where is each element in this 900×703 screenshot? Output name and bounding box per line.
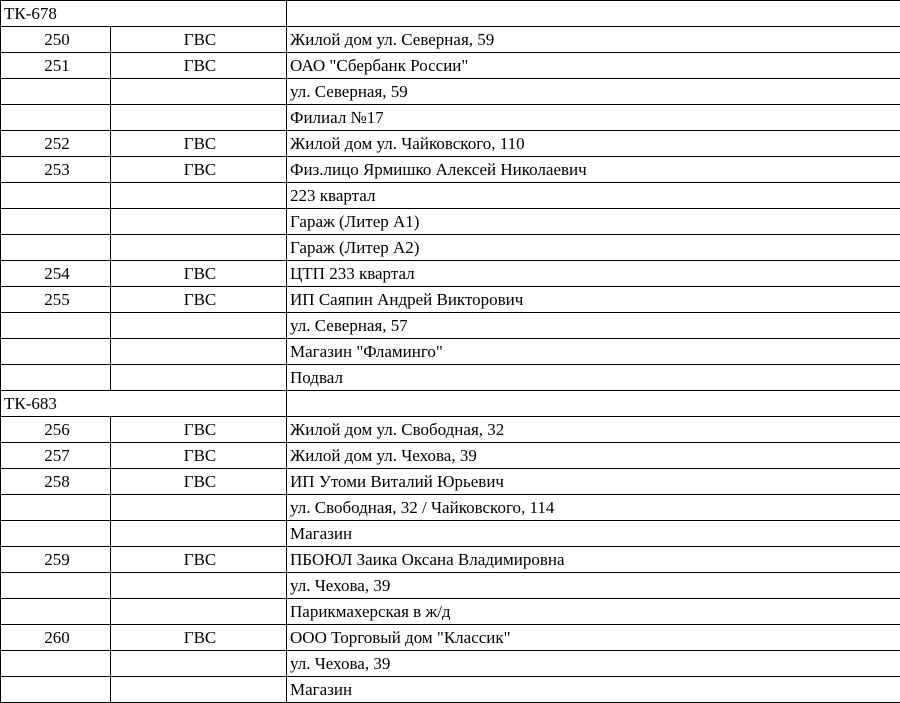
row-number: [1, 313, 111, 339]
table-row: [1, 443, 900, 469]
group-empty-cell: [287, 1, 900, 27]
table-row: [1, 53, 900, 79]
row-type: [111, 495, 287, 521]
row-type: ГВС: [111, 261, 287, 287]
table-body: [1, 1, 900, 703]
row-type: ГВС: [111, 469, 287, 495]
row-number: [1, 573, 111, 599]
row-type: ГВС: [111, 547, 287, 573]
row-type: ГВС: [111, 287, 287, 313]
group-label: ТК-678: [1, 1, 287, 27]
row-description: Гараж (Литер А1): [287, 209, 900, 235]
table-row: [1, 625, 900, 651]
row-number: 256: [1, 417, 111, 443]
row-description: ул. Свободная, 32 / Чайковского, 114: [287, 495, 900, 521]
table-row: [1, 547, 900, 573]
row-number: 257: [1, 443, 111, 469]
table-row: [1, 599, 900, 625]
row-number: 253: [1, 157, 111, 183]
row-number: 260: [1, 625, 111, 651]
row-description: ИП Утоми Виталий Юрьевич: [287, 469, 900, 495]
table-row: [1, 469, 900, 495]
row-description: ул. Северная, 57: [287, 313, 900, 339]
row-number: [1, 209, 111, 235]
row-description: Парикмахерская в ж/д: [287, 599, 900, 625]
row-description: ИП Саяпин Андрей Викторович: [287, 287, 900, 313]
row-type: ГВС: [111, 27, 287, 53]
table-row: [1, 339, 900, 365]
table-row: [1, 287, 900, 313]
table-row: [1, 131, 900, 157]
row-number: [1, 521, 111, 547]
row-description: ПБОЮЛ Заика Оксана Владимировна: [287, 547, 900, 573]
row-number: 252: [1, 131, 111, 157]
row-description: Филиал №17: [287, 105, 900, 131]
table-row: [1, 105, 900, 131]
row-description: 223 квартал: [287, 183, 900, 209]
row-description: Магазин: [287, 521, 900, 547]
row-type: [111, 573, 287, 599]
row-type: ГВС: [111, 417, 287, 443]
table-row: [1, 261, 900, 287]
row-number: 251: [1, 53, 111, 79]
table-row: [1, 79, 900, 105]
row-type: [111, 209, 287, 235]
row-number: 258: [1, 469, 111, 495]
row-number: 254: [1, 261, 111, 287]
table-row: [1, 27, 900, 53]
table-row: [1, 157, 900, 183]
row-description: Магазин: [287, 677, 900, 703]
row-description: Подвал: [287, 365, 900, 391]
row-description: Гараж (Литер А2): [287, 235, 900, 261]
row-type: [111, 651, 287, 677]
table-row: [1, 365, 900, 391]
table-row: [1, 313, 900, 339]
row-number: [1, 183, 111, 209]
row-number: [1, 495, 111, 521]
row-description: ул. Северная, 59: [287, 79, 900, 105]
row-description: ул. Чехова, 39: [287, 573, 900, 599]
row-number: [1, 651, 111, 677]
row-number: [1, 339, 111, 365]
group-row: [1, 391, 900, 417]
row-type: [111, 599, 287, 625]
row-type: ГВС: [111, 443, 287, 469]
table-row: [1, 209, 900, 235]
row-description: ООО Торговый дом "Классик": [287, 625, 900, 651]
table-row: [1, 573, 900, 599]
row-type: [111, 105, 287, 131]
row-number: 259: [1, 547, 111, 573]
row-description: Жилой дом ул. Чехова, 39: [287, 443, 900, 469]
group-row: [1, 1, 900, 27]
row-number: [1, 105, 111, 131]
row-type: [111, 339, 287, 365]
group-empty-cell: [287, 391, 900, 417]
row-type: ГВС: [111, 157, 287, 183]
row-number: 250: [1, 27, 111, 53]
row-description: Жилой дом ул. Чайковского, 110: [287, 131, 900, 157]
row-description: Магазин "Фламинго": [287, 339, 900, 365]
table-row: [1, 521, 900, 547]
table-row: [1, 417, 900, 443]
row-number: [1, 599, 111, 625]
row-type: [111, 365, 287, 391]
row-number: [1, 365, 111, 391]
row-description: Жилой дом ул. Свободная, 32: [287, 417, 900, 443]
row-type: ГВС: [111, 625, 287, 651]
row-type: [111, 235, 287, 261]
row-description: ул. Чехова, 39: [287, 651, 900, 677]
row-number: [1, 235, 111, 261]
row-type: [111, 183, 287, 209]
row-type: ГВС: [111, 53, 287, 79]
table-row: [1, 183, 900, 209]
row-type: [111, 313, 287, 339]
row-type: [111, 79, 287, 105]
group-label: ТК-683: [1, 391, 287, 417]
row-number: [1, 79, 111, 105]
table-row: [1, 495, 900, 521]
row-type: [111, 521, 287, 547]
row-number: 255: [1, 287, 111, 313]
row-description: Физ.лицо Ярмишко Алексей Николаевич: [287, 157, 900, 183]
row-description: ОАО "Сбербанк России": [287, 53, 900, 79]
table-row: [1, 651, 900, 677]
row-description: ЦТП 233 квартал: [287, 261, 900, 287]
row-type: ГВС: [111, 131, 287, 157]
row-description: Жилой дом ул. Северная, 59: [287, 27, 900, 53]
table-row: [1, 235, 900, 261]
